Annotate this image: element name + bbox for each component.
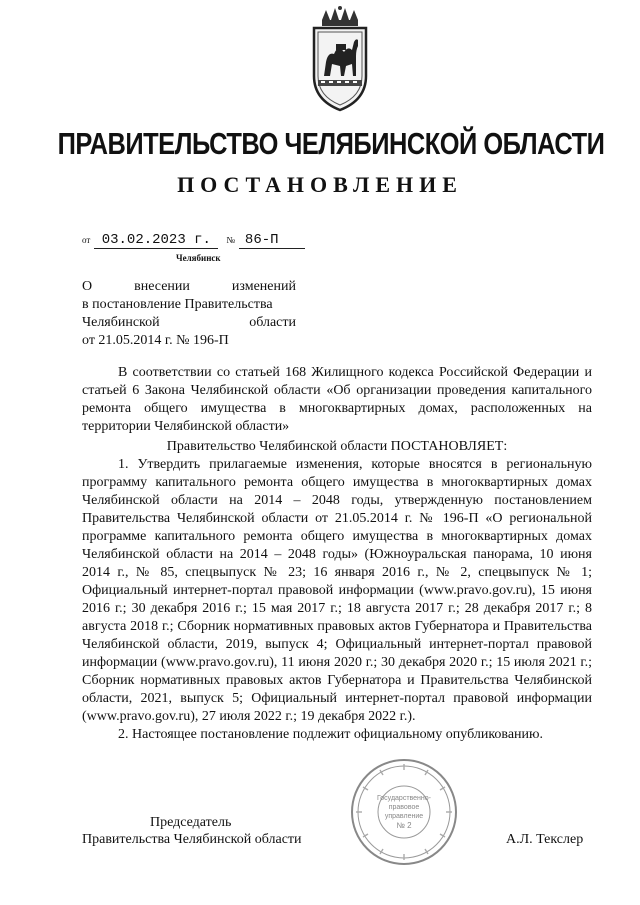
subject-word: области — [249, 315, 296, 330]
stamp-text-2: правовое — [388, 804, 420, 811]
official-stamp-icon — [348, 756, 460, 868]
date-number-row — [82, 230, 305, 249]
government-title: ПРАВИТЕЛЬСТВО ЧЕЛЯБИНСКОЙ ОБЛАСТИ — [57, 126, 605, 161]
signatory-name: А.Л. Текслер — [506, 832, 584, 847]
item-2-paragraph: 2. Настоящее постановление подлежит официальному опубликованию. — [118, 727, 543, 742]
subject-line-4: от 21.05.2014 г. № 196-П — [82, 333, 229, 348]
subject-word: Челябинской — [82, 315, 160, 330]
document-date: 03.02.2023 г. — [94, 232, 218, 249]
stamp-text-3: управление — [384, 813, 424, 820]
subject-line-1 — [82, 278, 296, 296]
coat-of-arms-icon — [300, 6, 380, 114]
date-prefix: от — [82, 235, 91, 245]
document-type: ПОСТАНОВЛЕНИЕ — [177, 172, 463, 197]
document-number: 86-П — [239, 232, 305, 249]
resolves-line: Правительство Челябинской области ПОСТАНОВЛЯЕТ: — [166, 439, 508, 454]
stamp-text-1: Государственно- — [376, 795, 432, 802]
number-prefix: № — [226, 235, 235, 245]
subject-word: О — [82, 279, 93, 294]
stamp-text-4: № 2 — [396, 821, 412, 830]
subject-word: изменений — [231, 279, 296, 294]
item-1-paragraph: 1. Утвердить прилагаемые изменения, которые вносятся в региональную программу капитального ремонта общего имущества в многоквартирных домах Челябинской области на 2014 – 2048 годы, утвержденную постановлением Правительства Челябинской области от 21.05.2014 г. № 196-П «О региональной программе капитального ремонта общего имущества в многоквартирных домах Челябинской области на 2014 – 2048 годы» (Южноуральская панорама, 10 июня 2014 г., № 85, спецвыпуск № 23; 16 января 2016 г., № 2, спецвыпуск № 1; Официальный интернет-портал правовой информации (www.pravo.gov.ru), 15 июня 2016 г.; 30 декабря 2016 г.; 15 мая 2017 г.; 18 августа 2017 г.; 28 декабря 2017 г.; 8 августа 2018 г.; Сборник нормативных правовых актов Губернатора и Правительства Челябинской области, 2019, выпуск 4; Официальный интернет-портал правовой информации (www.pravo.gov.ru), 11 июня 2020 г.; 30 декабря 2020 г.; 15 июля 2021 г.; Сборник нормативных правовых актов Губернатора и Правительства Челябинской области, 2021, выпуск 5; Официальный интернет-портал правовой информации (www.pravo.gov.ru), 27 июля 2022 г.; 19 декабря 2022 г.). — [82, 457, 592, 724]
subject-line-3 — [82, 314, 296, 332]
signatory-position-line-1: Председатель — [150, 815, 232, 830]
signatory-position-line-2: Правительства Челябинской области — [82, 832, 302, 847]
preamble-paragraph: В соответствии со статьей 168 Жилищного кодекса Российской Федерации и статьей 6 Закона Челябинской области «Об организации проведения капитального ремонта общего имущества в многоквартирных домах, расположенных на территории Челябинской области» — [82, 365, 592, 434]
subject-block — [82, 278, 296, 350]
subject-line-2: в постановление Правительства — [82, 297, 273, 312]
subject-word: внесении — [134, 279, 190, 294]
document-body — [82, 364, 592, 744]
city: Челябинск — [176, 253, 221, 263]
